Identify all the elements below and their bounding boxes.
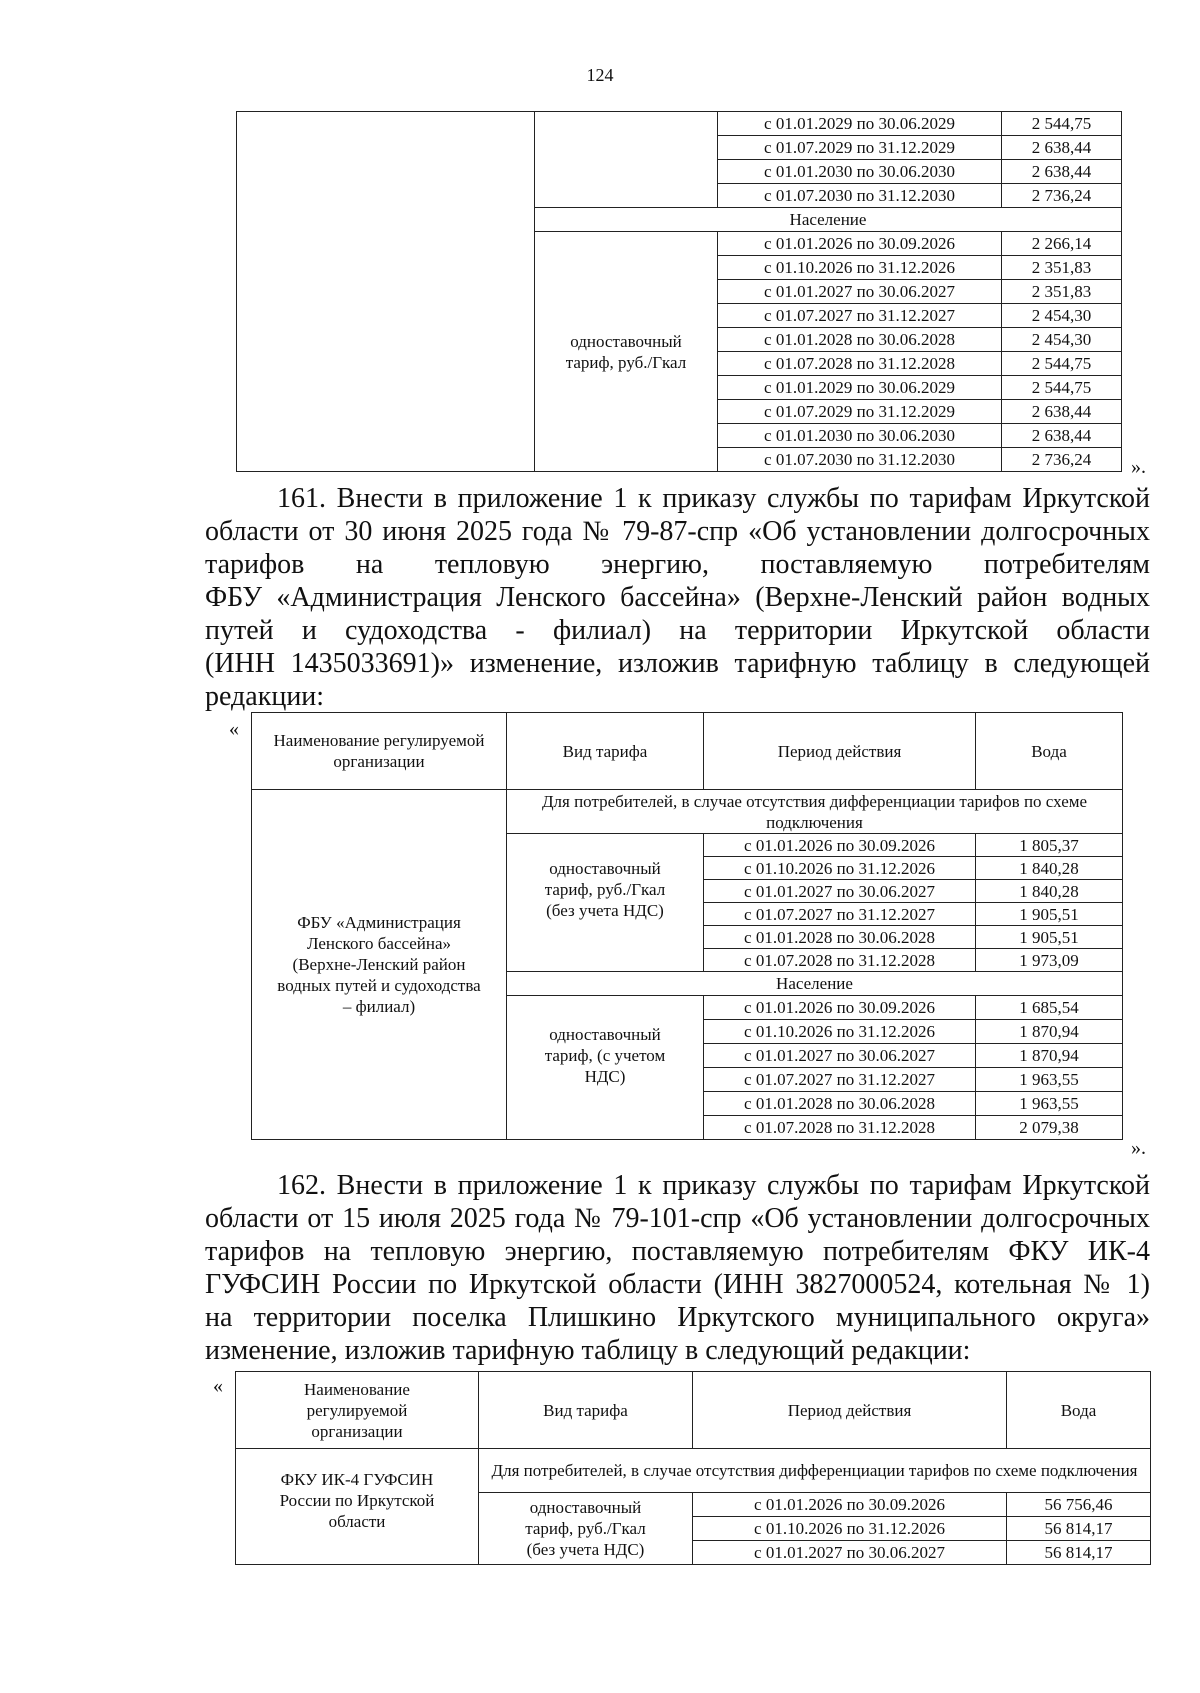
value-cell: 2 638,44 — [1002, 424, 1122, 448]
paragraph-line: ФБУ «Администрация Ленского бассейна» (Верхне-Ленский район водных — [205, 582, 1150, 613]
period-cell: с 01.10.2026 по 31.12.2026 — [704, 1020, 976, 1044]
opening-quote: « — [213, 1375, 223, 1397]
period-cell: с 01.01.2026 по 30.09.2026 — [693, 1493, 1007, 1517]
value-cell: 1 840,28 — [976, 857, 1123, 880]
period-cell: с 01.07.2030 по 31.12.2030 — [718, 448, 1002, 472]
paragraph-line: путей и судоходства - филиал) на территории Иркутской области — [205, 615, 1150, 646]
value-cell: 1 905,51 — [976, 903, 1123, 926]
period-cell: с 01.01.2027 по 30.06.2027 — [718, 280, 1002, 304]
period-cell: с 01.07.2027 по 31.12.2027 — [718, 304, 1002, 328]
period-cell: с 01.07.2027 по 31.12.2027 — [704, 903, 976, 926]
value-cell: 1 905,51 — [976, 926, 1123, 949]
period-cell: с 01.10.2026 по 31.12.2026 — [704, 857, 976, 880]
section-header: Население — [535, 208, 1122, 232]
header-period: Период действия — [704, 713, 976, 790]
page-number: 124 — [586, 65, 614, 85]
value-cell: 2 079,38 — [976, 1116, 1123, 1140]
period-cell: с 01.10.2026 по 31.12.2026 — [718, 256, 1002, 280]
paragraph-161 — [205, 482, 1150, 713]
section-header: Для потребителей, в случае отсутствия дифференциации тарифов по схеме подключения — [479, 1449, 1151, 1493]
tariff-type-cell — [535, 112, 718, 208]
value-cell: 2 544,75 — [1002, 376, 1122, 400]
tariff-type-cell: одноставочный тариф, руб./Гкал — [535, 232, 718, 472]
value-cell: 2 638,44 — [1002, 136, 1122, 160]
value-cell: 1 805,37 — [976, 834, 1123, 857]
period-cell: с 01.01.2029 по 30.06.2029 — [718, 112, 1002, 136]
period-cell: с 01.01.2027 по 30.06.2027 — [704, 880, 976, 903]
value-cell: 2 736,24 — [1002, 184, 1122, 208]
period-cell: с 01.07.2029 по 31.12.2029 — [718, 136, 1002, 160]
tariff-type-cell: одноставочный тариф, руб./Гкал (без учета НДС) — [507, 834, 704, 972]
period-cell: с 01.01.2026 по 30.09.2026 — [718, 232, 1002, 256]
period-cell: с 01.01.2028 по 30.06.2028 — [718, 328, 1002, 352]
value-cell: 1 963,55 — [976, 1068, 1123, 1092]
tariff-table-2 — [251, 712, 1123, 1140]
header-tariff: Вид тарифа — [479, 1372, 693, 1449]
tariff-type-cell: одноставочный тариф, (с учетом НДС) — [507, 996, 704, 1140]
org-name-cell: ФКУ ИК-4 ГУФСИН России по Иркутской области — [236, 1449, 479, 1565]
org-name-cell — [237, 112, 535, 472]
period-cell: с 01.01.2027 по 30.06.2027 — [704, 1044, 976, 1068]
org-name-cell: ФБУ «Администрация Ленского бассейна» (Верхне-Ленский район водных путей и судоходства – филиал) — [252, 790, 507, 1140]
paragraph-line: на территории поселка Плишкино Иркутского муниципального округа» — [205, 1302, 1150, 1333]
value-cell: 1 870,94 — [976, 1020, 1123, 1044]
paragraph-line: редакции: — [205, 681, 325, 712]
paragraph-line: 162. Внести в приложение 1 к приказу службы по тарифам Иркутской — [277, 1170, 1150, 1201]
header-period: Период действия — [693, 1372, 1007, 1449]
paragraph-line: области от 15 июля 2025 года № 79-101-спр «Об установлении долгосрочных — [205, 1203, 1150, 1234]
value-cell: 2 266,14 — [1002, 232, 1122, 256]
paragraph-line: 161. Внести в приложение 1 к приказу службы по тарифам Иркутской — [277, 483, 1150, 514]
period-cell: с 01.01.2028 по 30.06.2028 — [704, 1092, 976, 1116]
value-cell: 2 454,30 — [1002, 328, 1122, 352]
period-cell: с 01.01.2026 по 30.09.2026 — [704, 834, 976, 857]
value-cell: 56 814,17 — [1007, 1541, 1151, 1565]
period-cell: с 01.07.2028 по 31.12.2028 — [704, 949, 976, 972]
header-org: Наименование регулируемой организации — [252, 713, 507, 790]
header-tariff: Вид тарифа — [507, 713, 704, 790]
value-cell: 2 638,44 — [1002, 160, 1122, 184]
value-cell: 1 840,28 — [976, 880, 1123, 903]
paragraph-line: области от 30 июня 2025 года № 79-87-спр «Об установлении долгосрочных — [205, 516, 1150, 547]
closing-quote: ». — [1131, 456, 1146, 478]
value-cell: 2 454,30 — [1002, 304, 1122, 328]
value-cell: 1 685,54 — [976, 996, 1123, 1020]
header-water: Вода — [976, 713, 1123, 790]
paragraph-line: тарифов на тепловую энергию, поставляемую потребителям ФКУ ИК-4 — [205, 1236, 1150, 1267]
value-cell: 1 963,55 — [976, 1092, 1123, 1116]
period-cell: с 01.01.2029 по 30.06.2029 — [718, 376, 1002, 400]
period-cell: с 01.01.2030 по 30.06.2030 — [718, 424, 1002, 448]
value-cell: 2 544,75 — [1002, 352, 1122, 376]
tariff-table-3 — [235, 1371, 1151, 1565]
tariff-type-cell: одноставочный тариф, руб./Гкал (без учета НДС) — [479, 1493, 693, 1565]
paragraph-line: тарифов на тепловую энергию, поставляемую потребителям — [205, 549, 1150, 580]
header-org: Наименование регулируемой организации — [236, 1372, 479, 1449]
value-cell: 1 870,94 — [976, 1044, 1123, 1068]
period-cell: с 01.07.2028 по 31.12.2028 — [718, 352, 1002, 376]
value-cell: 2 736,24 — [1002, 448, 1122, 472]
closing-quote: ». — [1131, 1137, 1146, 1159]
paragraph-line: (ИНН 1435033691)» изменение, изложив тарифную таблицу в следующей — [205, 648, 1150, 679]
period-cell: с 01.07.2028 по 31.12.2028 — [704, 1116, 976, 1140]
period-cell: с 01.01.2030 по 30.06.2030 — [718, 160, 1002, 184]
value-cell: 56 814,17 — [1007, 1517, 1151, 1541]
period-cell: с 01.07.2027 по 31.12.2027 — [704, 1068, 976, 1092]
section-header: Для потребителей, в случае отсутствия дифференциации тарифов по схеме подключения — [507, 790, 1123, 834]
paragraph-162 — [205, 1169, 1150, 1367]
value-cell: 2 638,44 — [1002, 400, 1122, 424]
value-cell: 56 756,46 — [1007, 1493, 1151, 1517]
header-water: Вода — [1007, 1372, 1151, 1449]
value-cell: 2 351,83 — [1002, 256, 1122, 280]
section-header: Население — [507, 972, 1123, 996]
value-cell: 2 351,83 — [1002, 280, 1122, 304]
value-cell: 2 544,75 — [1002, 112, 1122, 136]
period-cell: с 01.07.2029 по 31.12.2029 — [718, 400, 1002, 424]
period-cell: с 01.01.2028 по 30.06.2028 — [704, 926, 976, 949]
opening-quote: « — [229, 718, 239, 740]
value-cell: 1 973,09 — [976, 949, 1123, 972]
paragraph-line: ГУФСИН России по Иркутской области (ИНН 3827000524, котельная № 1) — [205, 1269, 1150, 1300]
period-cell: с 01.01.2027 по 30.06.2027 — [693, 1541, 1007, 1565]
period-cell: с 01.01.2026 по 30.09.2026 — [704, 996, 976, 1020]
tariff-table-1 — [236, 111, 1122, 472]
paragraph-line: изменение, изложив тарифную таблицу в следующий редакции: — [205, 1335, 971, 1366]
period-cell: с 01.07.2030 по 31.12.2030 — [718, 184, 1002, 208]
period-cell: с 01.10.2026 по 31.12.2026 — [693, 1517, 1007, 1541]
